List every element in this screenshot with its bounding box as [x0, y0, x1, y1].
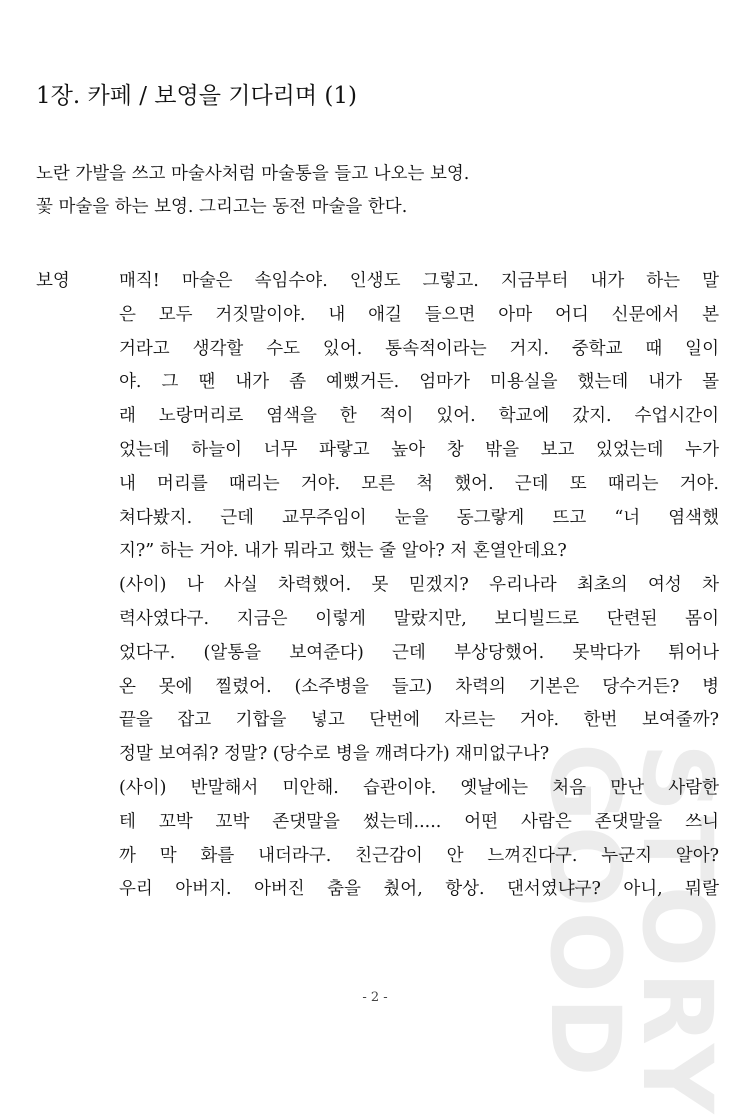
dialogue-line: 었다구. (알통을 보여준다) 근데 부상당했어. 못박다가 튀어나 — [119, 642, 719, 663]
dialogue-line: 매직! 마술은 속임수야. 인생도 그렇고. 지금부터 내가 하는 말 — [119, 271, 719, 291]
speaker-name: 보영 — [36, 271, 70, 291]
watermark-line: STORY — [621, 743, 733, 1117]
dialogue-line: 테 꼬박 꼬박 존댓말을 썼는데..... 어떤 사람은 존댓말을 쓰니 — [119, 811, 719, 832]
stage-direction-line: 노란 가발을 쓰고 마술사처럼 마술통을 들고 나오는 보영. — [36, 164, 470, 184]
dialogue-lines — [119, 265, 719, 907]
dialogue-line: 쳐다봤지. 근데 교무주임이 눈을 동그랗게 뜨고 “너 염색했 — [119, 507, 719, 528]
dialogue-line: 야. 그 땐 내가 좀 예뻤거든. 엄마가 미용실을 했는데 내가 몰 — [119, 372, 719, 393]
dialogue-line: 끝을 잡고 기합을 넣고 단번에 자르는 거야. 한번 보여줄까? — [119, 710, 719, 731]
dialogue-line: 정말 보여줘? 정말? (당수로 병을 깨려다가) 재미없구나? — [119, 744, 550, 765]
dialogue-line: (사이) 나 사실 차력했어. 못 믿겠지? 우리나라 최초의 여성 차 — [119, 575, 719, 596]
watermark-line: GOOD — [529, 743, 641, 1081]
scene-heading: 1장. 카페 / 보영을 기다리며 (1) — [36, 83, 358, 109]
stage-direction-line: 꽃 마술을 하는 보영. 그리고는 동전 마술을 한다. — [36, 197, 408, 217]
stage-directions — [36, 158, 716, 224]
dialogue-line: 까 막 화를 내더라구. 친근감이 안 느껴진다구. 누군지 알아? — [119, 845, 719, 866]
dialogue-line: 온 못에 찔렸어. (소주병을 들고) 차력의 기본은 당수거든? 병 — [119, 676, 719, 697]
dialogue-line: (사이) 반말해서 미안해. 습관이야. 옛날에는 처음 만난 사람한 — [119, 777, 719, 798]
dialogue-line: 우리 아버지. 아버진 춤을 췄어, 항상. 댄서였냐구? 아니, 뭐랄 — [119, 879, 719, 900]
dialogue-line: 래 노랑머리로 염색을 한 적이 있어. 학교에 갔지. 수업시간이 — [119, 406, 719, 427]
dialogue-line: 내 머리를 때리는 거야. 모른 척 했어. 근데 또 때리는 거야. — [119, 473, 719, 494]
page-number: - 2 - — [362, 990, 388, 1005]
dialogue-line: 거라고 생각할 수도 있어. 통속적이라는 거지. 중학교 때 일이 — [119, 338, 719, 359]
dialogue-line: 력사였다구. 지금은 이렇게 말랐지만, 보디빌드로 단련된 몸이 — [119, 608, 719, 629]
dialogue-line: 었는데 하늘이 너무 파랗고 높아 창 밖을 보고 있었는데 누가 — [119, 439, 719, 460]
dialogue-line: 은 모두 거짓말이야. 내 애길 들으면 아마 어디 신문에서 본 — [119, 304, 719, 325]
dialogue-line: 지?” 하는 거야. 내가 뭐라고 했는 줄 알아? 저 혼열안데요? — [119, 541, 567, 562]
